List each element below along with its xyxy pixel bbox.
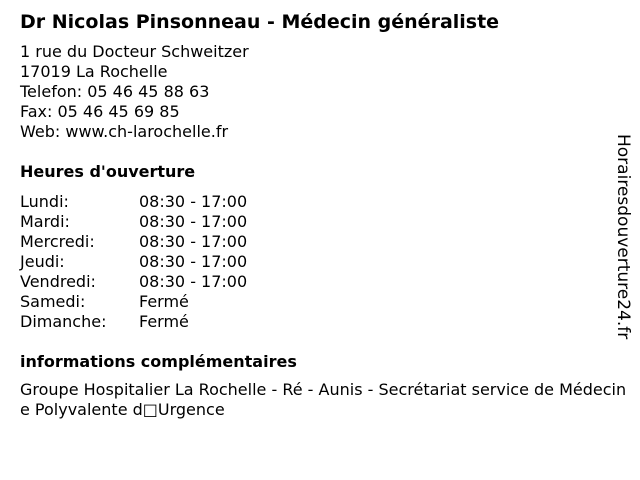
hours-row-wednesday bbox=[20, 232, 620, 252]
hours-row-sunday bbox=[20, 312, 620, 332]
web-line: Web: www.ch-larochelle.fr bbox=[20, 122, 229, 141]
contact-block bbox=[20, 42, 620, 142]
page-title: Dr Nicolas Pinsonneau - Médecin généraliste bbox=[20, 11, 500, 33]
hours-time: 08:30 - 17:00 bbox=[139, 232, 248, 251]
hours-row-friday bbox=[20, 272, 620, 292]
hours-day: Jeudi: bbox=[20, 252, 65, 271]
hours-time: Fermé bbox=[139, 312, 189, 331]
info-text: Groupe Hospitalier La Rochelle - Ré - Aunis - Secrétariat service de Médecine Polyvalente d□Urgence bbox=[20, 380, 627, 419]
hours-heading: Heures d'ouverture bbox=[20, 162, 196, 181]
hours-time: 08:30 - 17:00 bbox=[139, 272, 248, 291]
hours-row-monday bbox=[20, 192, 620, 212]
info-heading: informations complémentaires bbox=[20, 352, 297, 371]
site-watermark: Horairesdouverture24.fr bbox=[613, 134, 633, 340]
hours-day: Lundi: bbox=[20, 192, 69, 211]
hours-time: 08:30 - 17:00 bbox=[139, 192, 248, 211]
hours-day: Samedi: bbox=[20, 292, 86, 311]
hours-row-tuesday bbox=[20, 212, 620, 232]
hours-table bbox=[20, 192, 620, 332]
hours-day: Mardi: bbox=[20, 212, 70, 231]
hours-row-saturday bbox=[20, 292, 620, 312]
hours-time: 08:30 - 17:00 bbox=[139, 212, 248, 231]
fax-line: Fax: 05 46 45 69 85 bbox=[20, 102, 180, 121]
hours-day: Mercredi: bbox=[20, 232, 95, 251]
phone-line: Telefon: 05 46 45 88 63 bbox=[20, 82, 210, 101]
hours-day: Dimanche: bbox=[20, 312, 107, 331]
hours-row-thursday bbox=[20, 252, 620, 272]
city-line: 17019 La Rochelle bbox=[20, 62, 168, 81]
street-address: 1 rue du Docteur Schweitzer bbox=[20, 42, 249, 61]
hours-time: 08:30 - 17:00 bbox=[139, 252, 248, 271]
hours-day: Vendredi: bbox=[20, 272, 96, 291]
hours-time: Fermé bbox=[139, 292, 189, 311]
